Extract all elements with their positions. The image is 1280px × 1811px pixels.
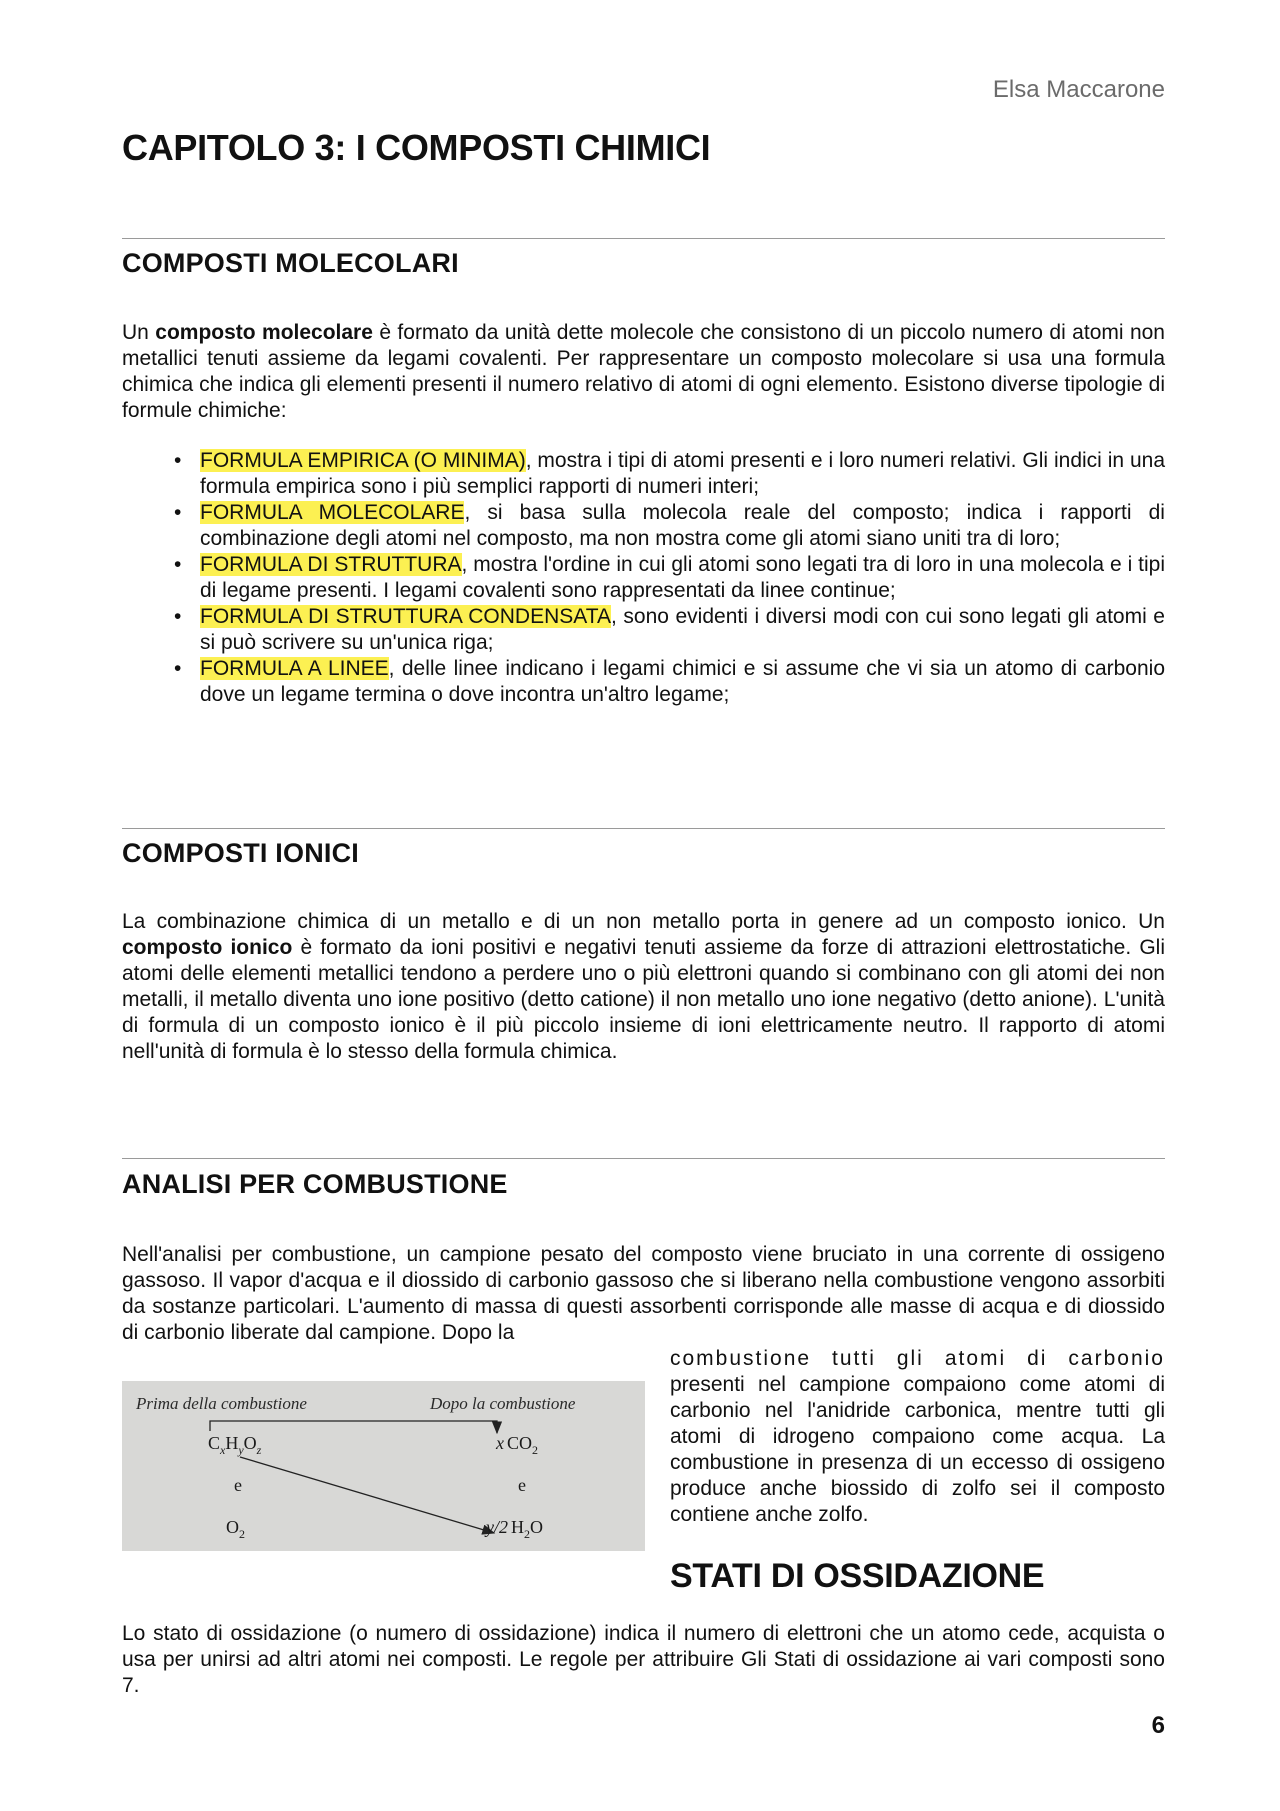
list-item: [122, 448, 1165, 500]
wrapped-rest: presenti nel campione compaiono come atomi di carbonio nel l'anidride carbonica, mentre tutti gli atomi di idrogeno compaiono come acqua. La combustione in presenza di un eccesso di ossigeno produce anche biossido di zolfo sei il composto contiene anche zolfo.: [670, 1373, 1165, 1526]
oxygen-formula: $O_2$: [226, 1517, 245, 1541]
product-co2-formula: x $CO_2$: [496, 1433, 539, 1457]
item-description: , delle linee indicano i legami chimici e si assume che vi sia un atomo di carbonio dove un legame termina o dove incontra un'altro legame;: [200, 657, 1165, 706]
list-item: [122, 500, 1165, 552]
formula-types-list: [122, 448, 1165, 708]
item-description: , sono evidenti i diversi modi con cui sono legati gli atomi e si può scrivere su un'unica riga;: [200, 605, 1165, 654]
before-label: Prima della combustione: [136, 1394, 307, 1413]
molecolari-intro: [122, 320, 1165, 424]
combustion-diagram-image: [122, 1381, 645, 1551]
item-description: , mostra l'ordine in cui gli atomi sono legati tra di loro in una molecola e i tipi di legame presenti. I legami covalenti sono rappresentati da linee continue;: [200, 553, 1165, 602]
highlighted-term: FORMULA DI STRUTTURA: [200, 553, 462, 576]
section-divider: [122, 1158, 1165, 1159]
product-h2o-formula: y/2 $H_2O$: [486, 1517, 543, 1541]
list-item: [122, 604, 1165, 656]
term-bold: composto molecolare: [155, 321, 373, 344]
carbon-arrow: [210, 1421, 497, 1433]
list-item: [122, 552, 1165, 604]
bullet: •: [174, 553, 182, 576]
item-description: , si basa sulla molecola reale del composto; indica i rapporti di combinazione degli atomi nel composto, ma non mostra come gli atomi siano uniti tra di loro;: [200, 501, 1165, 550]
item-description: , mostra i tipi di atomi presenti e i loro numeri relativi. Gli indici in una formula empirica sono i più semplici rapporti di numeri interi;: [200, 449, 1165, 498]
section-title-molecolari: COMPOSTI MOLECOLARI: [122, 248, 459, 278]
combustion-diagram: [122, 1381, 645, 1551]
conjunction-left: e: [234, 1475, 242, 1495]
bullet: •: [174, 501, 182, 524]
bullet: •: [174, 449, 182, 472]
bullet: •: [174, 657, 182, 680]
conjunction-right: e: [518, 1475, 526, 1495]
reactant-formula: $C_xH_yO_z$: [208, 1433, 262, 1457]
hydrogen-arrow: [240, 1457, 494, 1533]
intro-text: Un: [122, 321, 156, 344]
highlighted-term: FORMULA MOLECOLARE: [200, 501, 465, 524]
ionici-paragraph: [122, 909, 1165, 1065]
page-number: 6: [1151, 1712, 1165, 1739]
highlighted-term: FORMULA A LINEE: [200, 657, 389, 680]
highlighted-term: FORMULA DI STRUTTURA CONDENSATA: [200, 605, 611, 628]
wrapped-first-line: combustione tutti gli atomi di carbonio: [670, 1347, 1165, 1370]
combustione-paragraph: Nell'analisi per combustione, un campione pesato del composto viene bruciato in una corrente di ossigeno gassoso. Il vapor d'acqua e il diossido di carbonio gassoso che si liberano nella combustione vengono assorbiti da sostanze particolari. L'aumento di massa di questi assorbenti corrisponde alle masse di acqua e di diossido di carbonio liberate dal campione. Dopo la: [122, 1243, 1165, 1344]
list-item: [122, 656, 1165, 708]
section-divider: [122, 828, 1165, 829]
bullet: •: [174, 605, 182, 628]
chapter-title: CAPITOLO 3: I COMPOSTI CHIMICI: [122, 127, 711, 168]
paragraph-text: La combinazione chimica di un metallo e di un non metallo porta in genere ad un composto ionico. Un: [122, 910, 1165, 933]
highlighted-term: FORMULA EMPIRICA (O MINIMA): [200, 449, 526, 472]
section-title-ionici: COMPOSTI IONICI: [122, 838, 360, 868]
intro-text: è formato da unità dette molecole che consistono di un piccolo numero di atomi non metallici tenuti assieme da legami covalenti. Per rappresentare un composto molecolare si usa una formula chimica che indica gli elementi presenti il numero relativo di atomi di ogni elemento. Esistono diverse tipologie di formule chimiche:: [122, 321, 1165, 422]
section-title-ossidazione: STATI DI OSSIDAZIONE: [670, 1557, 1045, 1595]
paragraph-text: è formato da ioni positivi e negativi tenuti assieme da forze di attrazioni elettrostatiche. Gli atomi delle elementi metallici tendono a perdere uno o più elettroni quando si combinano con gli atomi dei non metalli, il metallo diventa uno ione positivo (detto catione) il non metallo uno ione negativo (detto anione). L'unità di formula di un composto ionico è il più piccolo insieme di ioni elettricamente neutro. Il rapporto di atomi nell'unità di formula è lo stesso della formula chimica.: [122, 936, 1166, 1063]
section-divider: [122, 238, 1165, 239]
ossidazione-paragraph: Lo stato di ossidazione (o numero di ossidazione) indica il numero di elettroni che un atomo cede, acquista o usa per unirsi ad altri atomi nei composti. Le regole per attribuire Gli Stati di ossidazione ai vari composti sono 7.: [122, 1622, 1165, 1697]
author-name: Elsa Maccarone: [992, 76, 1165, 103]
combustione-wrapped-text: [670, 1346, 1165, 1528]
section-title-combustione: ANALISI PER COMBUSTIONE: [122, 1169, 508, 1199]
term-bold: composto ionico: [122, 936, 293, 959]
after-label: Dopo la combustione: [430, 1394, 576, 1413]
